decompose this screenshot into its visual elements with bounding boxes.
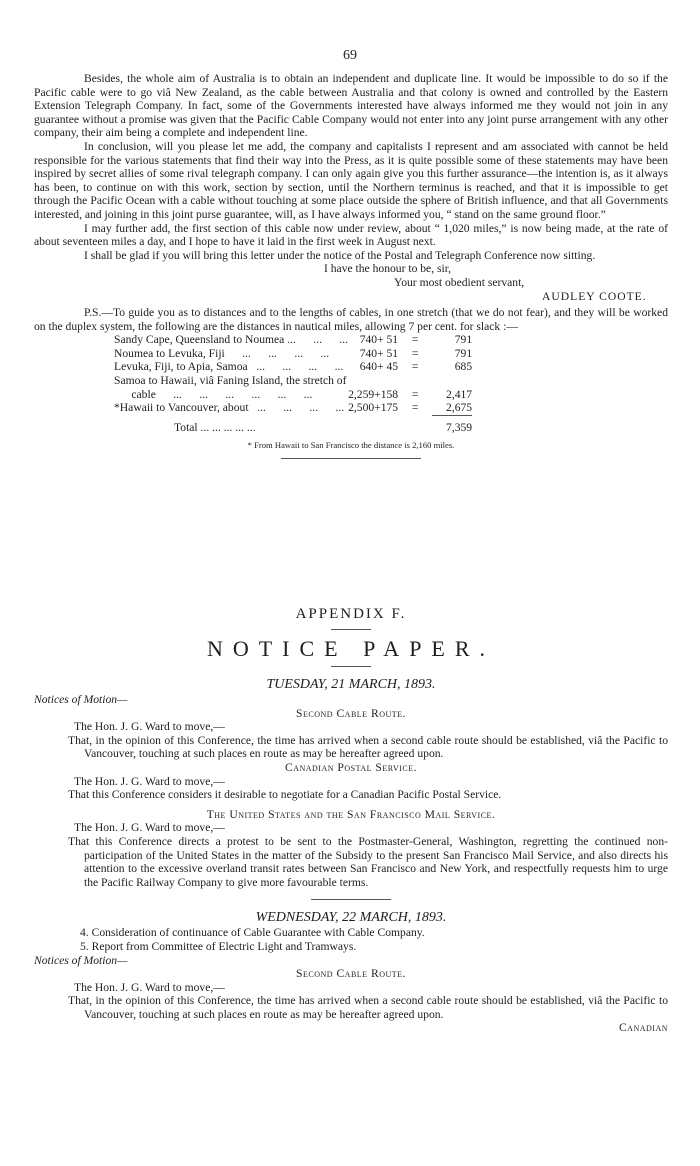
distance-expression: 2,500+175 bbox=[348, 401, 399, 415]
distances-table bbox=[114, 333, 472, 435]
distance-equals: = bbox=[411, 387, 419, 401]
notices-of-motion-label: Notices of Motion— bbox=[34, 693, 128, 706]
distances-total-row bbox=[114, 415, 472, 435]
distance-route: Levuka, Fiji, to Apia, Samoa ... ... ... ... bbox=[114, 360, 344, 374]
signature: AUDLEY COOTE. bbox=[542, 289, 647, 303]
distance-route: cable ... ... ... ... ... ... bbox=[114, 387, 313, 401]
distance-total: 685 bbox=[454, 360, 473, 374]
subject-second-cable-route: Second Cable Route. bbox=[296, 706, 406, 720]
date-tuesday: TUESDAY, 21 MARCH, 1893. bbox=[266, 677, 436, 692]
distance-expression: 740+ 51 bbox=[359, 346, 399, 360]
distance-equals: = bbox=[411, 360, 419, 374]
order-item-5: 5. Report from Committee of Electric Light and Tramways. bbox=[80, 939, 357, 953]
mover-line: The Hon. J. G. Ward to move,— bbox=[74, 980, 225, 994]
motion-second-cable-route: That, in the opinion of this Conference, the time has arrived when a second cable route should be established, viâ the Pacific to Vancouver, touching at such places en route as may be hereafter agreed upon. bbox=[68, 733, 668, 761]
page-number: 69 bbox=[343, 48, 357, 63]
distance-row bbox=[114, 401, 472, 415]
notice-paper-heading: NOTICE PAPER. bbox=[206, 636, 496, 661]
distance-expression: 640+ 45 bbox=[359, 360, 399, 374]
mover-line: The Hon. J. G. Ward to move,— bbox=[74, 720, 225, 734]
distance-expression: 2,259+158 bbox=[348, 387, 399, 401]
appendix-title: APPENDIX F. bbox=[295, 606, 407, 622]
postscript: P.S.—To guide you as to distances and to the lengths of cables, in one stretch (that we do not fear), and they will be worked on the duplex system, the following are the distances in nautical miles, allowing 7 per cent. for slack :— bbox=[34, 306, 668, 333]
subject-second-cable-route: Second Cable Route. bbox=[296, 967, 406, 981]
day-divider bbox=[311, 899, 391, 900]
distance-equals bbox=[398, 374, 432, 388]
motion-second-cable-route: That, in the opinion of this Conference, the time has arrived when a second cable route should be established, viâ the Pacific to Vancouver, touching at such places en route as may be hereafter agreed upon. bbox=[68, 994, 668, 1021]
distance-route: Samoa to Hawaii, viâ Faning Island, the stretch of bbox=[114, 374, 347, 388]
distance-total: 2,675 bbox=[446, 401, 473, 415]
distance-route: Sandy Cape, Queensland to Noumea ... ... ... bbox=[114, 333, 349, 347]
distance-row bbox=[114, 347, 472, 361]
distance-row bbox=[114, 360, 472, 374]
letter-paragraph-3: I may further add, the first section of this cable now under review, about “ 1,020 miles,” is now being made, at the rate of about seventeen miles a day, and I hope to have it laid in the first week in August next. bbox=[34, 221, 668, 249]
order-item-4: 4. Consideration of continuance of Cable Guarantee with Cable Company. bbox=[80, 926, 425, 940]
motion-us-mail-service: That this Conference directs a protest to be sent to the Postmaster-General, Washington, regretting the continued non-participation of the United States in the matter of the Subsidy to the present San Francisco Mail Service, and also directs his attention to the excessive overland transit rates between San Francisco and New York, and respectfully requests him to urge the Pacific Railway Company to give more favourable terms. bbox=[68, 834, 668, 889]
closing-line-2: Your most obedient servant, bbox=[394, 275, 525, 289]
distance-equals: = bbox=[411, 333, 419, 347]
letter-paragraph-1: Besides, the whole aim of Australia is to obtain an independent and duplicate line. It would be impossible to do so if the Pacific cable were to go viâ New Zealand, as the cable between Australia and that colony is owned and controlled by the Eastern Extension Telegraph Company. In fact, some of the Governments interested have always informed me they would not join in any guarantee without a promise was given that the Pacific Cable Company would not enter into any joint purse arrangement with any other company, their aim being a complete and independent line. bbox=[34, 72, 668, 140]
closing-line-1: I have the honour to be, sir, bbox=[324, 262, 452, 276]
distance-total: 791 bbox=[454, 333, 473, 347]
subject-us-mail-service: The United States and the San Francisco Mail Service. bbox=[206, 807, 496, 821]
distance-expression: 740+ 51 bbox=[359, 333, 399, 347]
heading-rule bbox=[331, 666, 371, 667]
letter-paragraph-4: I shall be glad if you will bring this letter under the notice of the Postal and Telegraph Conference now sitting. bbox=[84, 248, 596, 262]
distance-total: 2,417 bbox=[446, 387, 473, 401]
letter-paragraph-2: In conclusion, will you please let me add, the company and capitalists I represent and am associated with cannot be held responsible for the various statements that find their way into the Press, as it is quite possible some of these statements may have been inspired by secret allies of some rival telegraph company. I can only again give you this further assurance—the intention is, as it always has been, to continue on with this work, section by section, until the Northern terminus is reached, and that it is impossible to get through the Pacific Ocean with a cable without touching at some place outside the sphere of British influence, and that all Governments interested, and joining in this joint purse guarantee, will, as I have always informed you, “ stand on the same ground floor.” bbox=[34, 139, 668, 221]
distance-expression bbox=[348, 374, 398, 388]
distance-equals: = bbox=[411, 346, 419, 360]
distance-route: *Hawaii to Vancouver, about ... ... ... ... bbox=[114, 401, 345, 415]
distance-row bbox=[114, 333, 472, 347]
distance-route: Noumea to Levuka, Fiji ... ... ... ... bbox=[114, 346, 330, 360]
catchword: Canadian bbox=[618, 1021, 668, 1035]
distance-row bbox=[114, 388, 472, 402]
title-rule bbox=[331, 629, 371, 630]
distance-total bbox=[432, 374, 472, 388]
mover-line: The Hon. J. G. Ward to move,— bbox=[74, 774, 225, 788]
total-label: Total ... ... ... ... ... bbox=[174, 421, 256, 435]
letter-body bbox=[34, 72, 668, 459]
subject-canadian-postal-service: Canadian Postal Service. bbox=[284, 760, 418, 774]
distance-equals: = bbox=[411, 401, 419, 415]
distance-total: 791 bbox=[454, 346, 473, 360]
footnote: * From Hawaii to San Francisco the distance is 2,160 miles. bbox=[247, 439, 455, 450]
date-wednesday: WEDNESDAY, 22 MARCH, 1893. bbox=[255, 910, 447, 926]
motion-canadian-postal-service: That this Conference considers it desirable to negotiate for a Canadian Pacific Postal Service. bbox=[68, 788, 502, 802]
appendix bbox=[34, 606, 668, 1035]
distance-row bbox=[114, 374, 472, 388]
section-divider bbox=[281, 458, 421, 459]
notices-of-motion-label: Notices of Motion— bbox=[34, 953, 128, 967]
total-value: 7,359 bbox=[432, 415, 472, 435]
mover-line: The Hon. J. G. Ward to move,— bbox=[74, 821, 225, 835]
